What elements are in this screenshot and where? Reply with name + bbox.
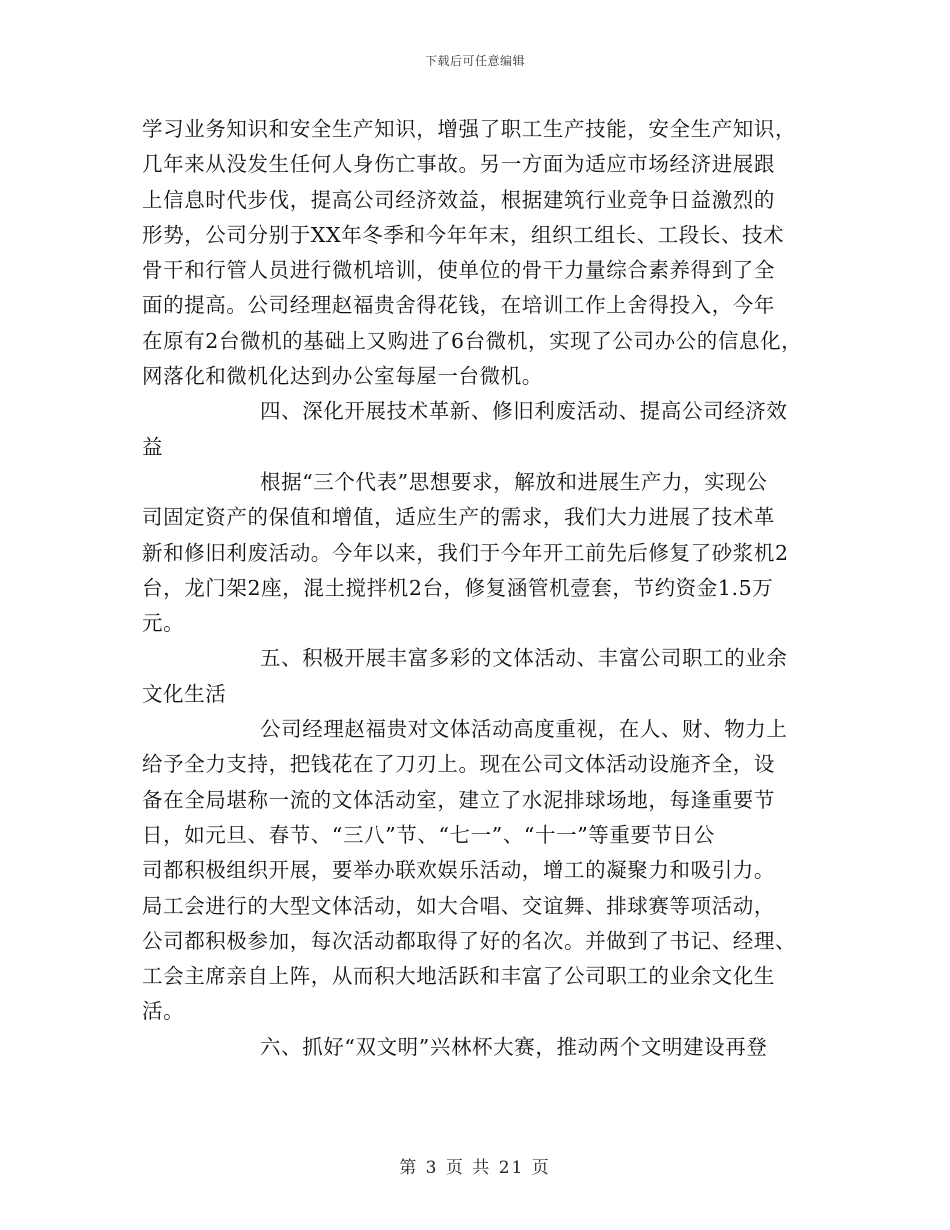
text-line: 日，如元旦、春节、“三八”节、“七一”、“十一”等重要节日公 [142,822,715,847]
page-number-footer: 第 3 页 共 21 页 [399,1158,551,1178]
text-line: 上信息时代步伐，提高公司经济效益，根据建筑行业竞争日益激烈的 [142,187,775,212]
section-heading-line: 益 [142,434,164,459]
text-line: 元。 [142,611,185,636]
header-note: 下载后可任意编辑 [424,54,525,68]
text-line: 工会主席亲自上阵，从而积大地活跃和丰富了公司职工的业余文化生 [142,964,775,989]
text-line: 形势，公司分别于XX年冬季和今年年末，组织工组长、工段长、技术 [142,222,785,247]
paragraph-first-line: 公司经理赵福贵对文体活动高度重视，在人、财、物力上 [260,717,788,742]
text-line: 司固定资产的保值和增值，适应生产的需求，我们大力进展了技术革 [142,505,775,530]
paragraph-first-line: 根据“三个代表”思想要求，解放和进展生产力，实现公 [260,469,768,494]
section-heading-line: 文化生活 [142,681,227,706]
text-line: 备在全局堪称一流的文体活动室，建立了水泥排球场地，每逢重要节 [142,787,775,812]
text-line: 新和修旧利废活动。今年以来，我们于今年开工前先后修复了砂浆机2 [142,540,789,565]
section-heading-line: 五、积极开展丰富多彩的文体活动、丰富公司职工的业余 [260,646,788,671]
text-line: 学习业务知识和安全生产知识，增强了职工生产技能，安全生产知识， [142,117,797,141]
text-line: 局工会进行的大型文体活动，如大合唱、交谊舞、排球赛等项活动， [142,893,775,918]
text-line: 给予全力支持，把钱花在了刀刃上。现在公司文体活动设施齐全，设 [142,752,775,777]
text-line: 台，龙门架2座，混土搅拌机2台，修复涵管机壹套，节约资金1.5万 [142,575,774,600]
text-line: 公司都积极参加，每次活动都取得了好的名次。并做到了书记、经理、 [142,928,797,953]
section-heading-line: 六、抓好“双文明”兴林杯大赛，推动两个文明建设再登 [260,1034,768,1059]
document-body [142,112,822,1065]
text-line: 骨干和行管人员进行微机培训，使单位的骨干力量综合素养得到了全 [142,258,775,283]
text-line: 在原有2台微机的基础上又购进了6台微机，实现了公司办公的信息化， [142,328,803,353]
section-heading-line: 四、深化开展技术革新、修旧利废活动、提高公司经济效 [260,399,788,424]
text-line: 几年来从没发生任何人身伤亡事故。另一方面为适应市场经济进展跟 [142,152,775,177]
text-line: 司都积极组织开展，要举办联欢娱乐活动，增工的凝聚力和吸引力。 [142,858,775,883]
text-line: 面的提高。公司经理赵福贵舍得花钱，在培训工作上舍得投入，今年 [142,293,775,318]
text-line: 活。 [142,999,185,1024]
text-line: 网落化和微机化达到办公室每屋一台微机。 [142,364,543,389]
